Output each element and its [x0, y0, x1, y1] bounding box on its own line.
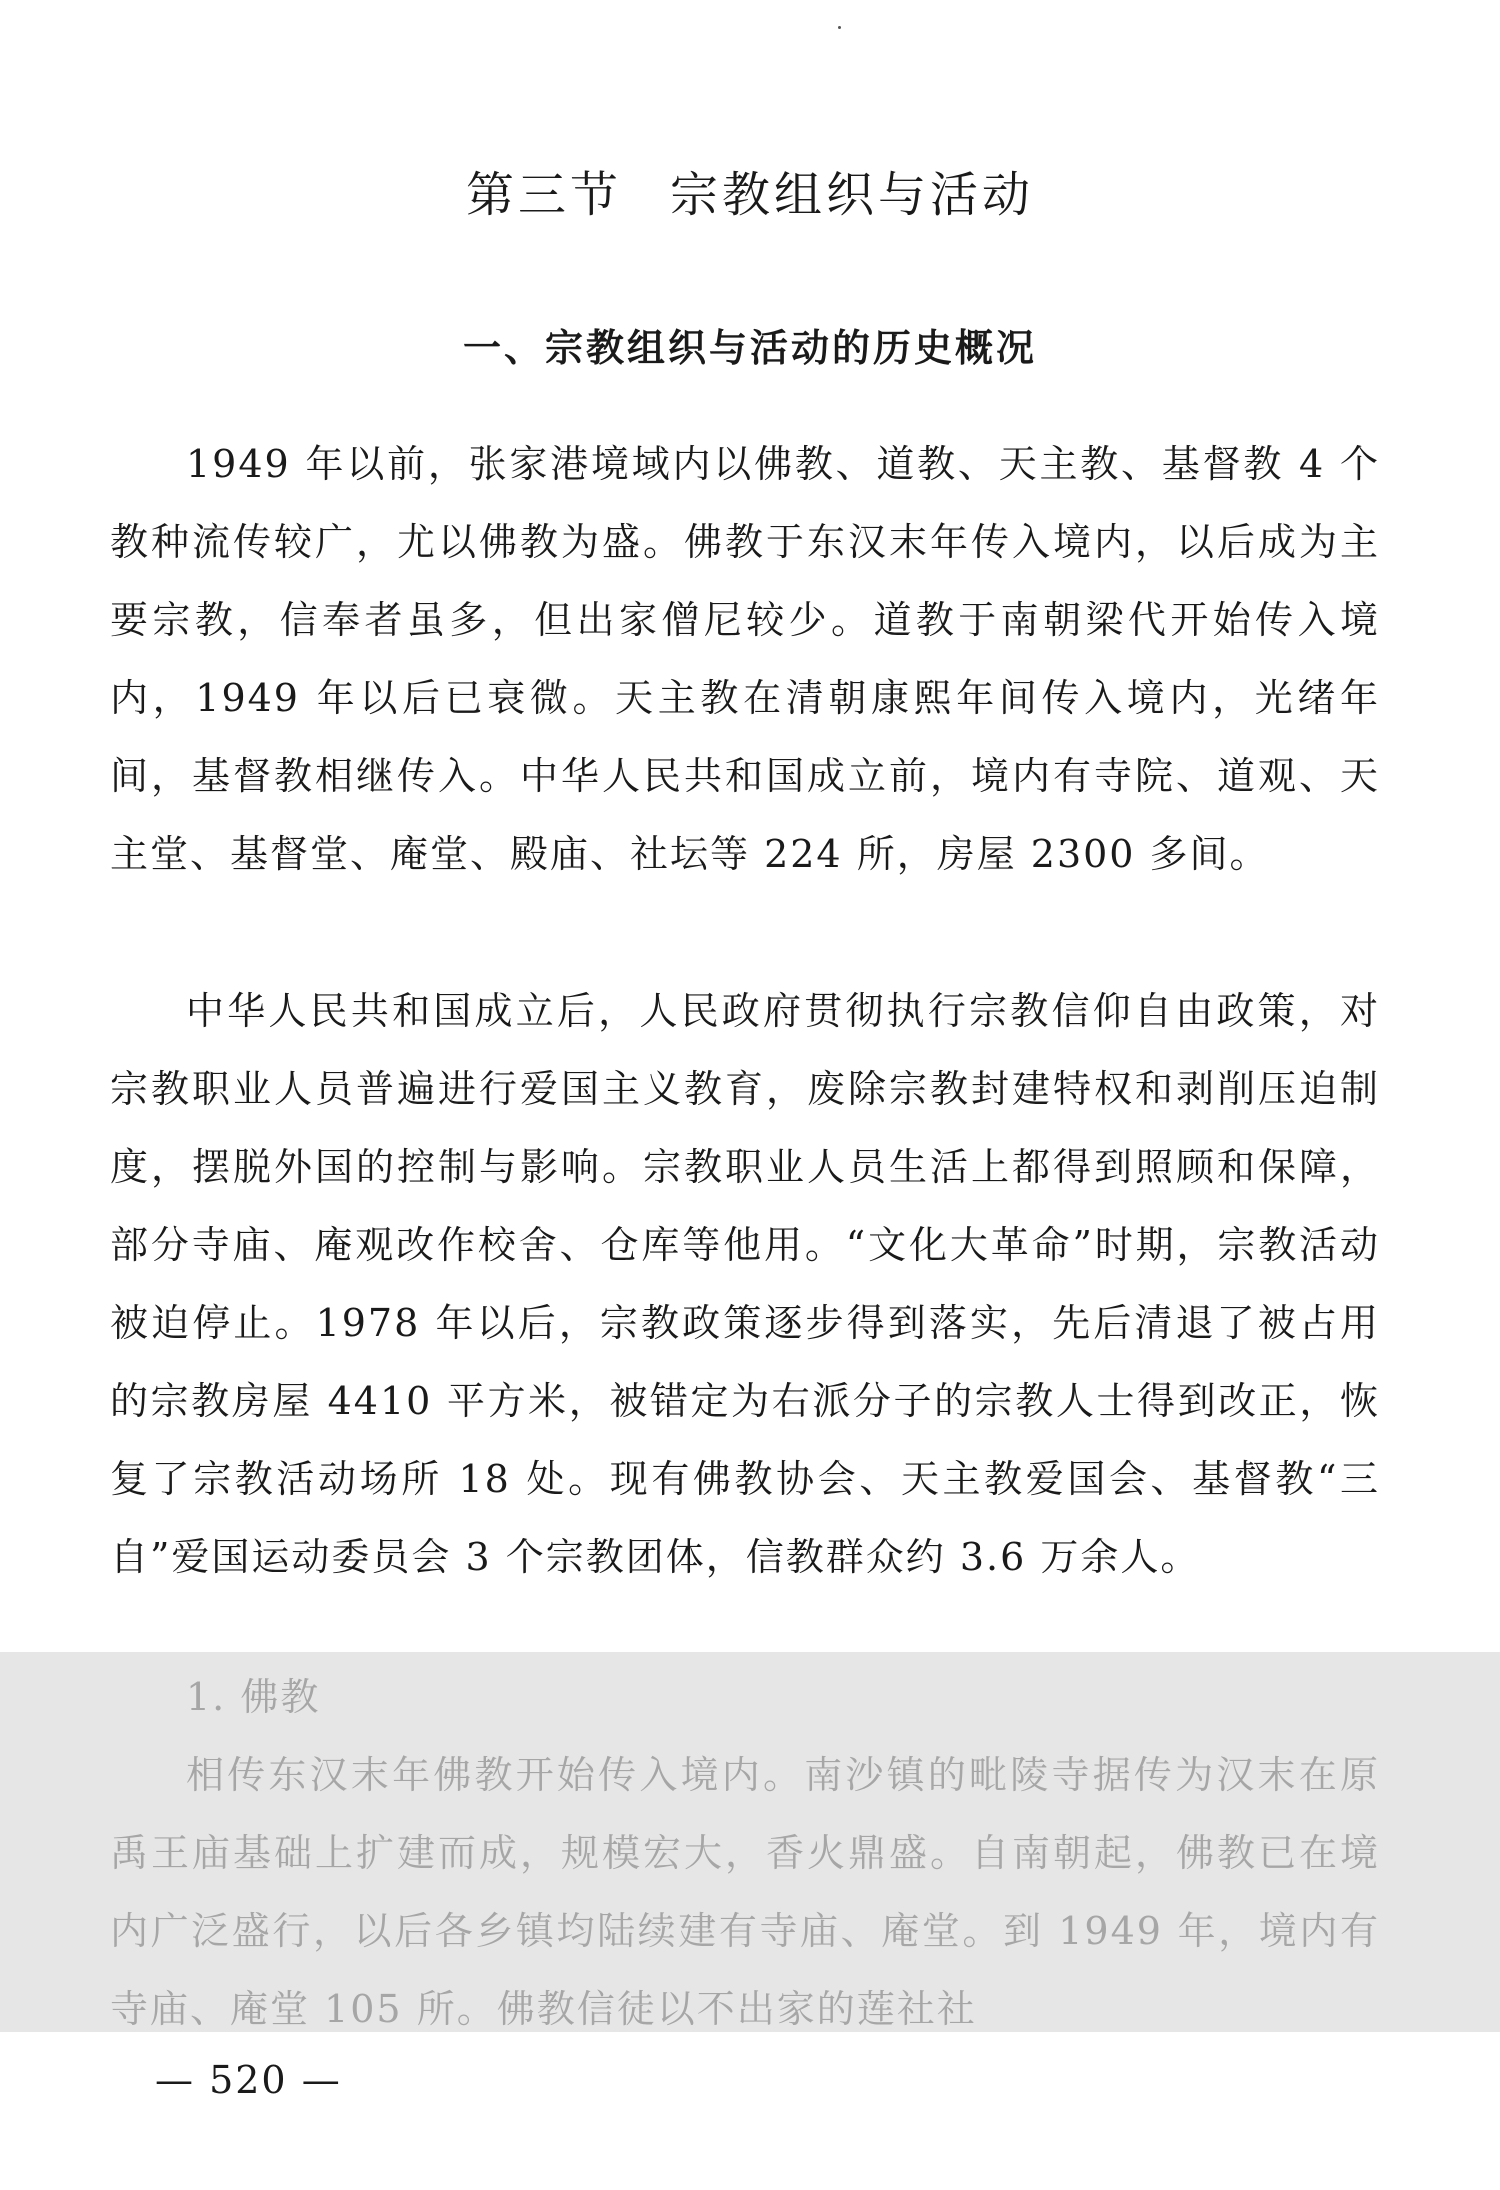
subsection-title: 一、宗教组织与活动的历史概况 — [462, 326, 1037, 370]
section-title — [0, 160, 1500, 230]
paragraph-2: 中华人民共和国成立后，人民政府贯彻执行宗教信仰自由政策，对宗教职业人员普遍进行爱国主义教育，废除宗教封建特权和剥削压迫制度，摆脱外国的控制与影响。宗教职业人员生活上都得到照顾和保障，部分寺庙、庵观改作校舍、仓库等他用。“文化大革命”时期，宗教活动被迫停止。1978 年以后，宗教政策逐步得到落实，先后清退了被占用的宗教房屋 4410 平方米，被错定为右派分子的宗教人士得到改正，恢复了宗教活动场所 18 处。现有佛教协会、天主教爱国会、基督教“三自”爱国运动委员会 3 个宗教团体，信教群众约 3.6 万余人。 — [110, 989, 1380, 1579]
page-number: — 520 — — [155, 2058, 342, 2102]
section-title-text: 宗教组织与活动 — [670, 167, 1035, 223]
buddhism-heading: 1. 佛教 — [186, 1675, 321, 1719]
paragraph-1: 1949 年以前，张家港境域内以佛教、道教、天主教、基督教 4 个教种流传较广，尤以佛教为盛。佛教于东汉末年传入境内，以后成为主要宗教，信奉者虽多，但出家僧尼较少。道教于南朝梁代开始传入境内，1949 年以后已衰微。天主教在清朝康熙年间传入境内，光绪年间，基督教相继传入。中华人民共和国成立前，境内有寺院、道观、天主堂、基督堂、庵堂、殿庙、社坛等 224 所，房屋 2300 多间。 — [110, 442, 1380, 876]
scan-speck — [838, 26, 841, 29]
section-number: 第三节 — [465, 167, 622, 223]
buddhism-paragraph: 相传东汉末年佛教开始传入境内。南沙镇的毗陵寺据传为汉末在原禹王庙基础上扩建而成，规模宏大，香火鼎盛。自南朝起，佛教已在境内广泛盛行，以后各乡镇均陆续建有寺庙、庵堂。到 1949 年，境内有寺庙、庵堂 105 所。佛教信徒以不出家的莲社社 — [110, 1753, 1380, 2031]
